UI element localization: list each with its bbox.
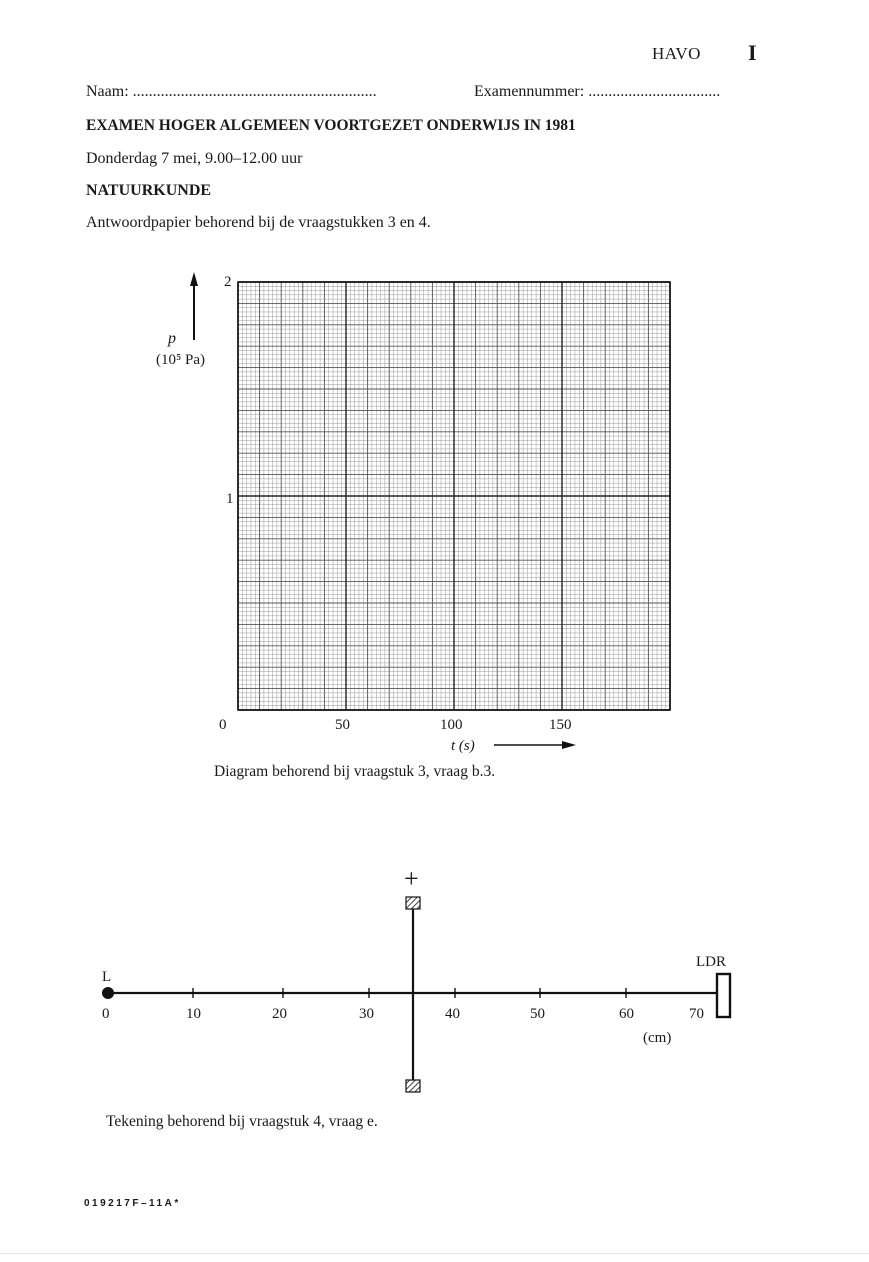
bench-tick-label-60: 60 xyxy=(619,1006,634,1022)
light-source-dot xyxy=(102,987,114,999)
plus-sign: + xyxy=(404,864,419,893)
bench-tick-label-40: 40 xyxy=(445,1006,460,1022)
level-label: HAVO xyxy=(652,44,701,63)
y-tick-label-2: 2 xyxy=(224,274,232,290)
bench-tick-label-20: 20 xyxy=(272,1006,287,1022)
bottom-mount-block xyxy=(406,1080,420,1092)
x-tick-label-100: 100 xyxy=(440,717,463,733)
y-tick-label-1: 1 xyxy=(226,491,234,507)
exam-date: Donderdag 7 mei, 9.00–12.00 uur xyxy=(86,150,303,167)
name-field: Naam: ............................................................. xyxy=(86,83,377,100)
y-axis-symbol: p xyxy=(168,330,176,347)
bench-tick-label-50: 50 xyxy=(530,1006,545,1022)
subject-title: NATUURKUNDE xyxy=(86,182,212,199)
x-axis-label: t (s) xyxy=(451,738,475,754)
y-axis-unit: (10⁵ Pa) xyxy=(156,352,205,368)
bench-tick-label-0: 0 xyxy=(102,1006,110,1022)
document-code: 019217F–11A* xyxy=(84,1198,181,1209)
y-axis-arrowhead xyxy=(190,272,198,286)
paper-number: I xyxy=(748,40,757,65)
light-source-label: L xyxy=(102,969,112,985)
bench-tick-label-10: 10 xyxy=(186,1006,201,1022)
top-mount-block xyxy=(406,897,420,909)
x-tick-label-50: 50 xyxy=(335,717,350,733)
ldr-detector xyxy=(717,974,730,1017)
bench-unit-label: (cm) xyxy=(643,1030,672,1046)
drawing-caption: Tekening behorend bij vraagstuk 4, vraag e. xyxy=(106,1113,378,1130)
page-bottom-rule xyxy=(0,1253,869,1254)
ldr-label: LDR xyxy=(696,954,726,970)
x-tick-label-150: 150 xyxy=(549,717,572,733)
optical-bench-drawing xyxy=(0,850,869,1130)
bench-tick-label-70: 70 xyxy=(689,1006,704,1022)
intro-text: Antwoordpapier behorend bij de vraagstukken 3 en 4. xyxy=(86,214,431,231)
y-tick-label-0: 0 xyxy=(219,717,227,733)
bench-tick-label-30: 30 xyxy=(359,1006,374,1022)
x-axis-arrowhead xyxy=(562,741,576,749)
exam-number-field: Examennummer: ................................. xyxy=(474,83,721,100)
diagram-caption: Diagram behorend bij vraagstuk 3, vraag b.3. xyxy=(214,763,496,780)
exam-title: EXAMEN HOGER ALGEMEEN VOORTGEZET ONDERWIJS IN 1981 xyxy=(86,117,576,134)
